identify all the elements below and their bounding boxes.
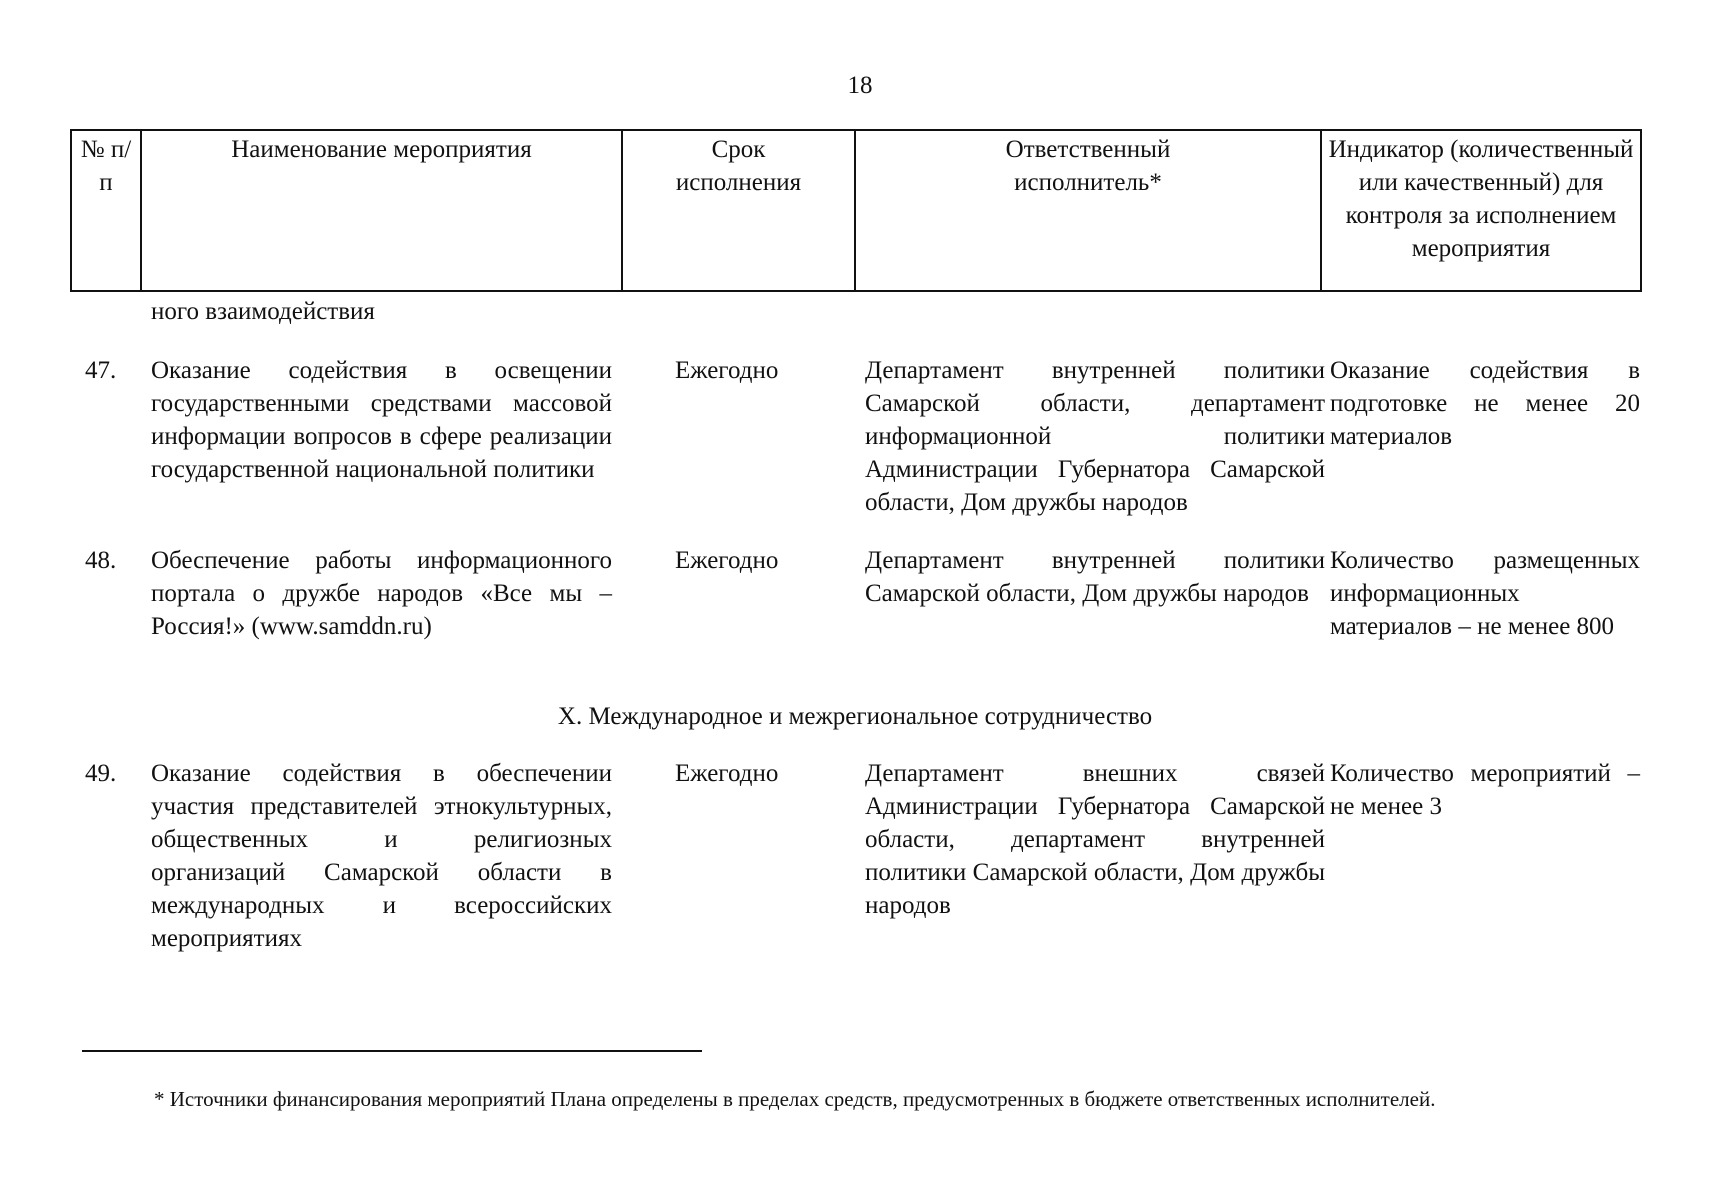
row-name: Обеспечение работы информационного портала о дружбе народов «Все мы – Россия!» (www.samddn.ru): [151, 547, 612, 640]
footnote: * Источники финансирования мероприятий Плана определены в пределах средств, предусмотренных в бюджете ответственных исполнителей.: [154, 1087, 1436, 1111]
row-responsible: Департамент внешних связей Администрации Губернатора Самарской области, департамент внутренней политики Самарской области, Дом дружбы народов: [865, 760, 1325, 919]
row-name: Оказание содействия в обеспечении участия представителей этнокультурных, общественных и религиозных организаций Самарской области в международных и всероссийских мероприятиях: [151, 760, 612, 952]
row-indicator: Количество размещенных информационных материалов – не менее 800: [1330, 547, 1640, 640]
header-name: Наименование мероприятия: [141, 130, 622, 291]
row-responsible: Департамент внутренней политики Самарской области, Дом дружбы народов: [865, 547, 1325, 607]
page-number: 18: [847, 72, 873, 99]
header-term: Срок исполнения: [622, 130, 855, 291]
row-responsible: Департамент внутренней политики Самарской области, департамент информационной политики Администрации Губернатора Самарской области, Дом дружбы народов: [865, 357, 1325, 516]
row-number: 47.: [85, 357, 117, 384]
row-indicator: Количество мероприятий – не менее 3: [1330, 760, 1640, 820]
row-number: 49.: [85, 760, 117, 787]
row-name: Оказание содействия в освещении государственными средствами массовой информации вопросов в сфере реализации государственной национальной политики: [151, 357, 612, 483]
continuation-text: ного взаимодействия: [151, 298, 375, 325]
section-heading: X. Международное и межрегиональное сотрудничество: [557, 703, 1153, 730]
row-term: Ежегодно: [675, 357, 779, 384]
header-indicator: Индикатор (количественный или качественный) для контроля за исполнением мероприятия: [1321, 130, 1641, 291]
header-num: № п/п: [71, 130, 141, 291]
row-indicator: Оказание содействия в подготовке не менее 20 материалов: [1330, 357, 1640, 450]
row-term: Ежегодно: [675, 547, 779, 574]
footnote-separator: [82, 1050, 702, 1052]
header-responsible: Ответственный исполнитель*: [855, 130, 1321, 291]
table-header: [70, 129, 1642, 292]
row-number: 48.: [85, 547, 117, 574]
row-term: Ежегодно: [675, 760, 779, 787]
